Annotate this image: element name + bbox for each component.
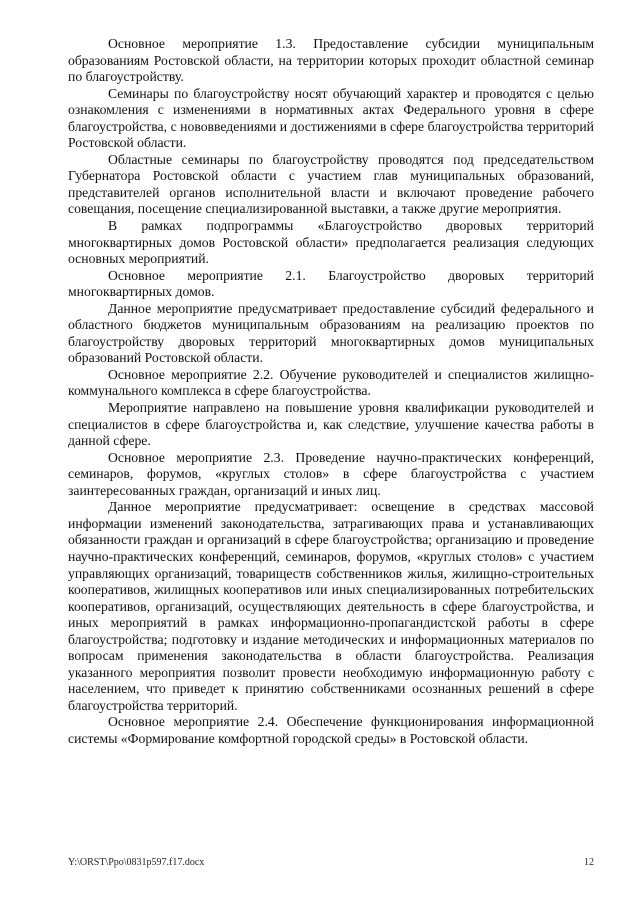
paragraph-5: Основное мероприятие 2.1. Благоустройство дворовых территорий многоквартирных домов.	[68, 267, 594, 300]
paragraph-6: Данное мероприятие предусматривает предоставление субсидий федерального и областного бюджетов муниципальным образованиям на реализацию проектов по благоустройству дворовых территорий многоквартирных домов муниципальных образований Ростовской области.	[68, 300, 594, 366]
paragraph-11: Основное мероприятие 2.4. Обеспечение функционирования информационной системы «Формирование комфортной городской среды» в Ростовской области.	[68, 714, 594, 746]
footer-file-path: Y:\ORST\Ppo\0831p597.f17.docx	[68, 857, 205, 868]
paragraph-3: Областные семинары по благоустройству проводятся под председательством Губернатора Ростовской области с участием глав муниципальных образований, представителей органов исполнительной власти и включают проведение рабочего совещания, посещение специализированной выставки, а также другие мероприятия.	[68, 151, 594, 217]
paragraph-2: Семинары по благоустройству носят обучающий характер и проводятся с целью ознакомления с изменениями в нормативных актах Федерального уровня в сфере благоустройства, с нововведениями и достижениями в сфере благоустройства территорий Ростовской области.	[68, 85, 594, 151]
paragraph-9: Основное мероприятие 2.3. Проведение научно-практических конференций, семинаров, форумов, «круглых столов» в сфере благоустройства с участием заинтересованных граждан, организаций и иных лиц.	[68, 449, 594, 498]
paragraph-8: Мероприятие направлено на повышение уровня квалификации руководителей и специалистов в сфере благоустройства и, как следствие, улучшение качества работы в данной сфере.	[68, 400, 594, 449]
document-body	[68, 36, 594, 748]
paragraph-7: Основное мероприятие 2.2. Обучение руководителей и специалистов жилищно-коммунального комплекса в сфере благоустройства.	[68, 366, 594, 399]
paragraph-10: Данное мероприятие предусматривает: освещение в средствах массовой информации изменений законодательства, затрагивающих права и устанавливающих обязанности граждан и организаций в сфере благоустройства; организацию и проведение научно-практических конференций, семинаров, форумов, «круглых столов» с участием управляющих организаций, товариществ собственников жилья, жилищно-строительных кооперативов, жилищных кооперативов или иных специализированных потребительских кооперативов, организаций, осуществляющих деятельность в сфере благоустройства, и иных мероприятий в рамках информационно-пропагандистской работы в сфере благоустройства; подготовку и издание методических и информационных материалов по вопросам применения законодательства в области благоустройства. Реализация указанного мероприятия позволит провести необходимую информационную работу с населением, что приведет к принятию собственниками осознанных решений в сфере благоустройства территорий.	[68, 499, 594, 713]
paragraph-4: В рамках подпрограммы «Благоустройство дворовых территорий многоквартирных домов Ростовской области» предполагается реализация следующих основных мероприятий.	[68, 218, 594, 267]
paragraph-1: Основное мероприятие 1.3. Предоставление субсидии муниципальным образованиям Ростовской области, на территории которых проходит областной семинар по благоустройству.	[68, 36, 594, 85]
footer-page-number: 12	[584, 857, 594, 868]
